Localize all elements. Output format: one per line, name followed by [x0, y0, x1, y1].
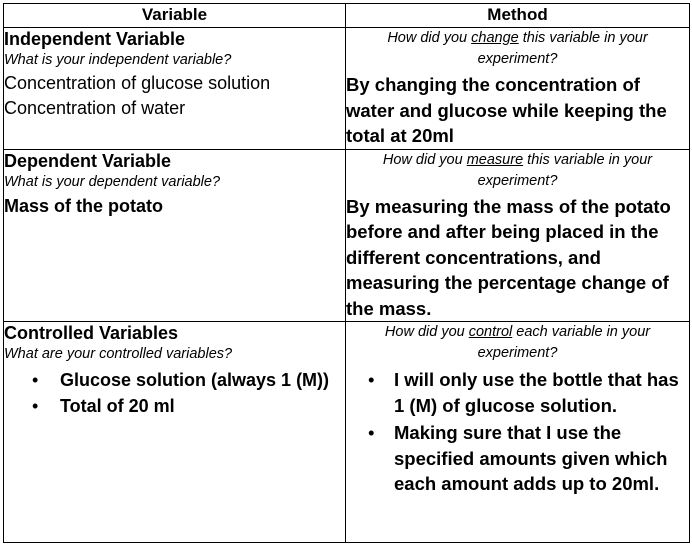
independent-variable-title: Independent Variable [4, 29, 186, 49]
dependent-answer: Mass of the potato [4, 195, 164, 216]
variable-method-table [3, 3, 690, 543]
prompt-text: How did you [384, 324, 469, 340]
controlled-method-cell [346, 322, 690, 543]
controlled-method-prompt [346, 322, 689, 364]
list-item [32, 367, 345, 393]
controlled-row [4, 322, 690, 543]
controlled-variables-cell [4, 322, 346, 543]
bullet-icon: • [368, 369, 375, 390]
bullet-icon: • [32, 396, 39, 416]
bullet-icon: • [32, 370, 39, 390]
dependent-variable-question: What is your dependent variable? [4, 173, 221, 190]
dependent-row [4, 149, 690, 322]
list-item-text: Making sure that I use the specified amounts given which each amount adds up to 20ml. [394, 422, 668, 494]
independent-method-prompt [346, 28, 689, 70]
controlled-method-list [346, 367, 689, 497]
independent-answer-2: Concentration of water [4, 98, 186, 118]
header-row [4, 4, 690, 28]
list-item [368, 367, 689, 418]
prompt-text: this variable in your experiment? [477, 151, 653, 189]
independent-variable-cell [4, 28, 346, 150]
dependent-method-prompt [346, 150, 689, 192]
list-item [368, 420, 689, 497]
controlled-variables-list [4, 367, 345, 419]
dependent-method-answer: By measuring the mass of the potato before and after being placed in the different concentrations, and measuring the percentage change of the mass. [346, 195, 671, 319]
independent-variable-question: What is your independent variable? [4, 52, 232, 68]
prompt-text: this variable in your experiment? [477, 30, 648, 67]
independent-row [4, 28, 690, 150]
method-header: Method [346, 4, 690, 28]
dependent-variable-cell [4, 149, 346, 322]
dependent-method-cell [346, 149, 690, 322]
controlled-variables-title: Controlled Variables [4, 323, 179, 343]
prompt-text: each variable in your experiment? [477, 324, 651, 361]
independent-method-answer: By changing the concentration of water and glucose while keeping the total at 20ml [346, 74, 667, 146]
controlled-variables-question: What are your controlled variables? [4, 346, 233, 362]
independent-method-cell [346, 28, 690, 150]
prompt-text: How did you [387, 30, 472, 46]
list-item-text: I will only use the bottle that has 1 (M) of glucose solution. [394, 369, 679, 416]
prompt-keyword: control [468, 324, 513, 340]
list-item-text: Glucose solution (always 1 (M)) [60, 370, 330, 390]
independent-answer-1: Concentration of glucose solution [4, 73, 271, 93]
dependent-variable-title: Dependent Variable [4, 150, 172, 171]
prompt-keyword: measure [466, 151, 524, 168]
list-item-text: Total of 20 ml [60, 396, 175, 416]
variable-header: Variable [4, 4, 346, 28]
bullet-icon: • [368, 422, 375, 443]
prompt-text: How did you [382, 151, 467, 168]
prompt-keyword: change [471, 30, 519, 46]
list-item [32, 393, 345, 419]
